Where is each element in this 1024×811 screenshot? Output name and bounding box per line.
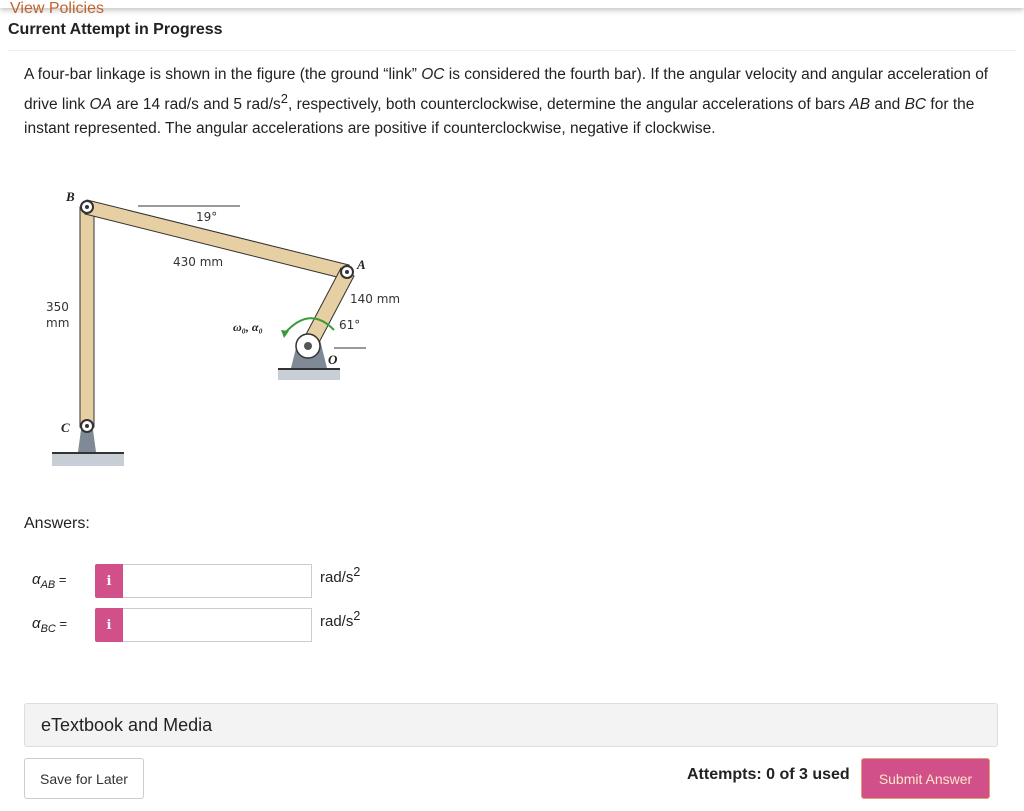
etextbook-media-section[interactable]: eTextbook and Media [24, 703, 998, 747]
label-c: C [61, 420, 70, 435]
label-140: 140 mm [350, 292, 401, 306]
support-c [78, 430, 96, 452]
label-o: O [328, 352, 338, 367]
label-omega: ω₀, α₀ [233, 320, 263, 334]
unit-label: rad/$s^2$ [320, 564, 361, 586]
answer-label: $\alpha_{AB}$ = [32, 571, 67, 591]
label-mm: mm [46, 316, 70, 330]
alpha-bc-input[interactable] [123, 608, 312, 642]
label-430: 430 mm [173, 255, 224, 269]
label-angle-61: 61° [339, 318, 361, 332]
info-icon[interactable]: i [95, 564, 123, 598]
view-policies-link[interactable]: View Policies [10, 0, 104, 17]
label-angle-19: 19° [196, 210, 218, 224]
submit-answer-button[interactable]: Submit Answer [861, 758, 990, 799]
ground-c [52, 452, 124, 466]
attempts-counter: Attempts: 0 of 3 used [687, 766, 850, 783]
label-b: B [66, 189, 75, 204]
page-title: Current Attempt in Progress [8, 21, 223, 38]
alpha-ab-input[interactable] [123, 564, 312, 598]
info-icon[interactable]: i [95, 608, 123, 642]
label-350: 350 [46, 300, 69, 314]
question-text: A four-bar linkage is shown in the figure (the ground “link” OC is considered the fourth bar). If the angular velocity and angular acceleration of drive link OA are 14 rad/s and 5 rad/$s^2$, respectively, both counterclockwise, determine the angular accelerations of bars AB and BC for the instant represented. The angular accelerations are positive if counterclockwise, negative if clockwise. [24, 66, 989, 138]
unit-label: rad/$s^2$ [320, 608, 361, 630]
answer-row-ab [32, 564, 360, 598]
bar-bc [80, 207, 94, 427]
answers-heading: Answers: [24, 515, 90, 532]
answer-label: $\alpha_{BC}$ = [32, 615, 68, 635]
answer-row-bc [32, 608, 360, 642]
label-a: A [357, 257, 366, 272]
save-for-later-button[interactable]: Save for Later [24, 758, 144, 799]
